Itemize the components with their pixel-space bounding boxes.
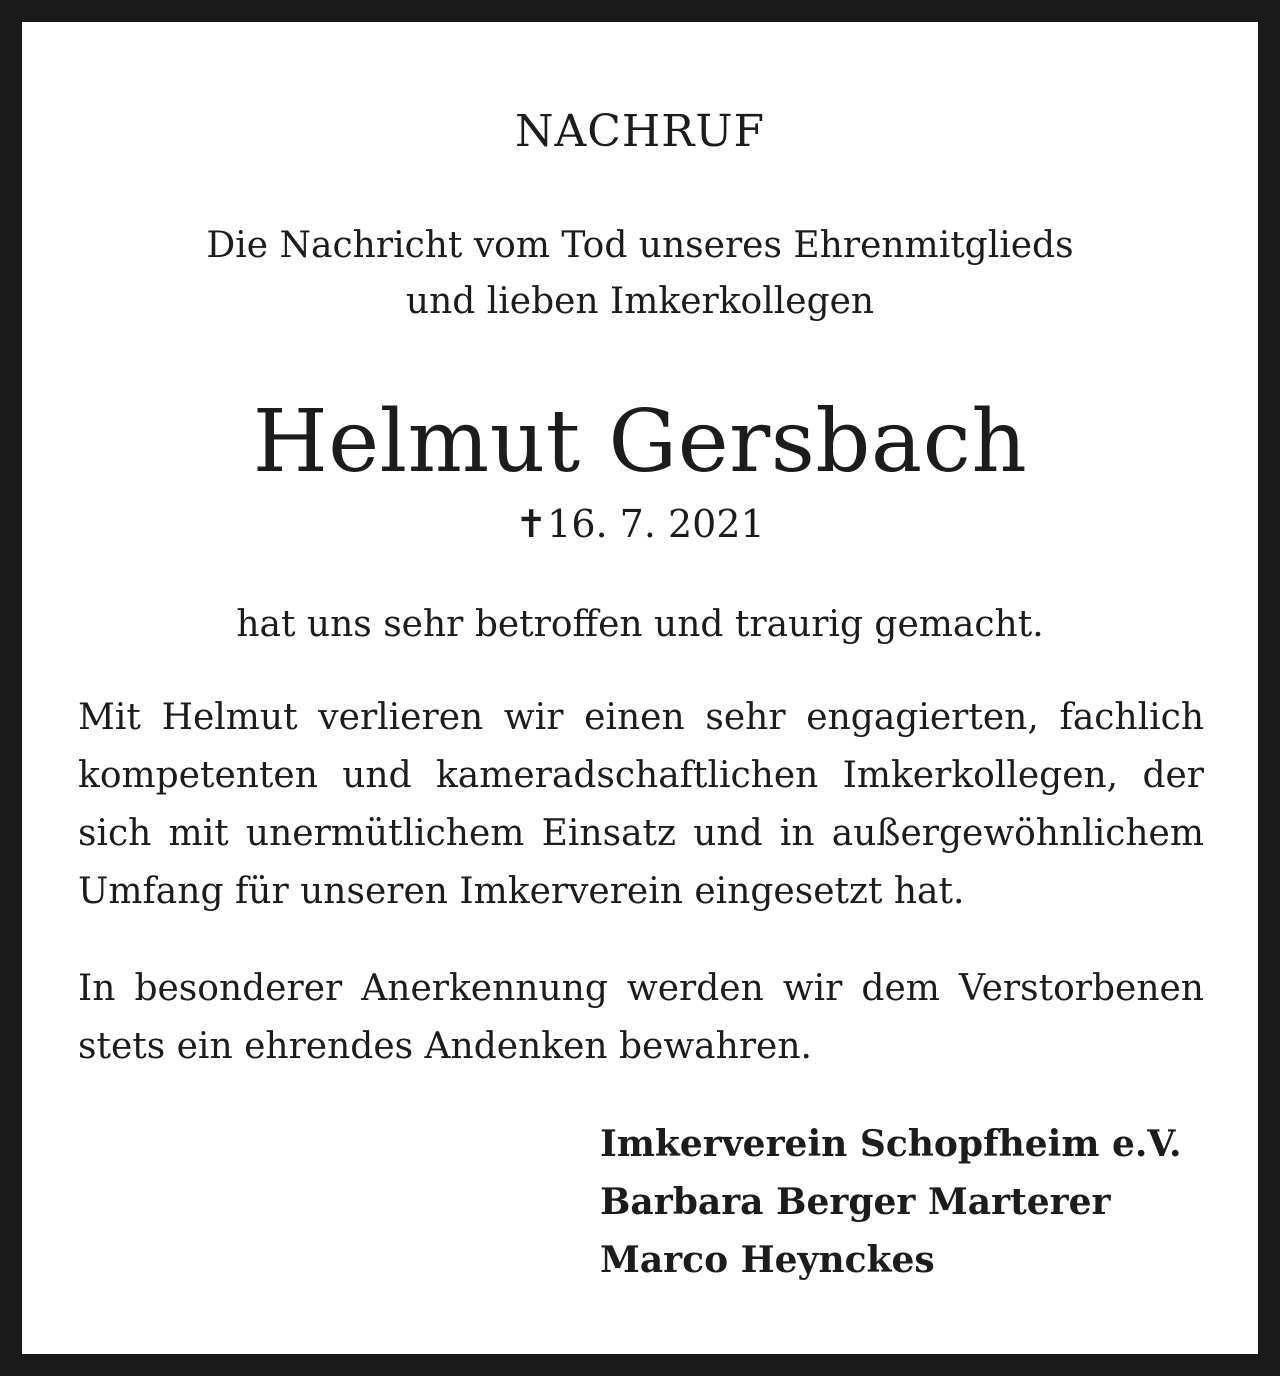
signatory-organization: Imkerverein Schopfheim e.V. xyxy=(600,1123,1182,1165)
remembrance-paragraph xyxy=(78,960,1204,1076)
paragraph-line: Mit Helmut verlieren wir einen sehr engagierten, fachlich xyxy=(78,697,1204,738)
deceased-name: Helmut Gersbach xyxy=(252,392,1028,492)
intro-line: Die Nachricht vom Tod unseres Ehrenmitglieds xyxy=(206,225,1074,266)
intro-text xyxy=(22,218,1258,330)
signatory-name: Barbara Berger Marterer xyxy=(600,1181,1111,1223)
paragraph-line: sich mit unermütlichem Einsatz und in außergewöhnlichem xyxy=(78,813,1204,854)
intro-line: und lieben Imkerkollegen xyxy=(405,281,875,322)
signatory-name: Marco Heynckes xyxy=(600,1239,935,1281)
paragraph-line: stets ein ehrendes Andenken bewahren. xyxy=(78,1026,812,1067)
paragraph-line: kompetenten und kameradschaftlichen Imkerkollegen, der xyxy=(78,755,1204,796)
affected-statement: hat uns sehr betroffen und traurig gemacht. xyxy=(236,604,1044,645)
signatories xyxy=(600,1115,1182,1289)
notice-heading: NACHRUF xyxy=(514,106,766,157)
death-date: ✝16. 7. 2021 xyxy=(515,502,765,546)
tribute-paragraph xyxy=(78,689,1204,921)
paragraph-line: Umfang für unseren Imkerverein eingesetzt hat. xyxy=(78,871,965,912)
obituary-notice xyxy=(22,22,1258,1354)
paragraph-line: In besonderer Anerkennung werden wir dem Verstorbenen xyxy=(78,968,1204,1009)
